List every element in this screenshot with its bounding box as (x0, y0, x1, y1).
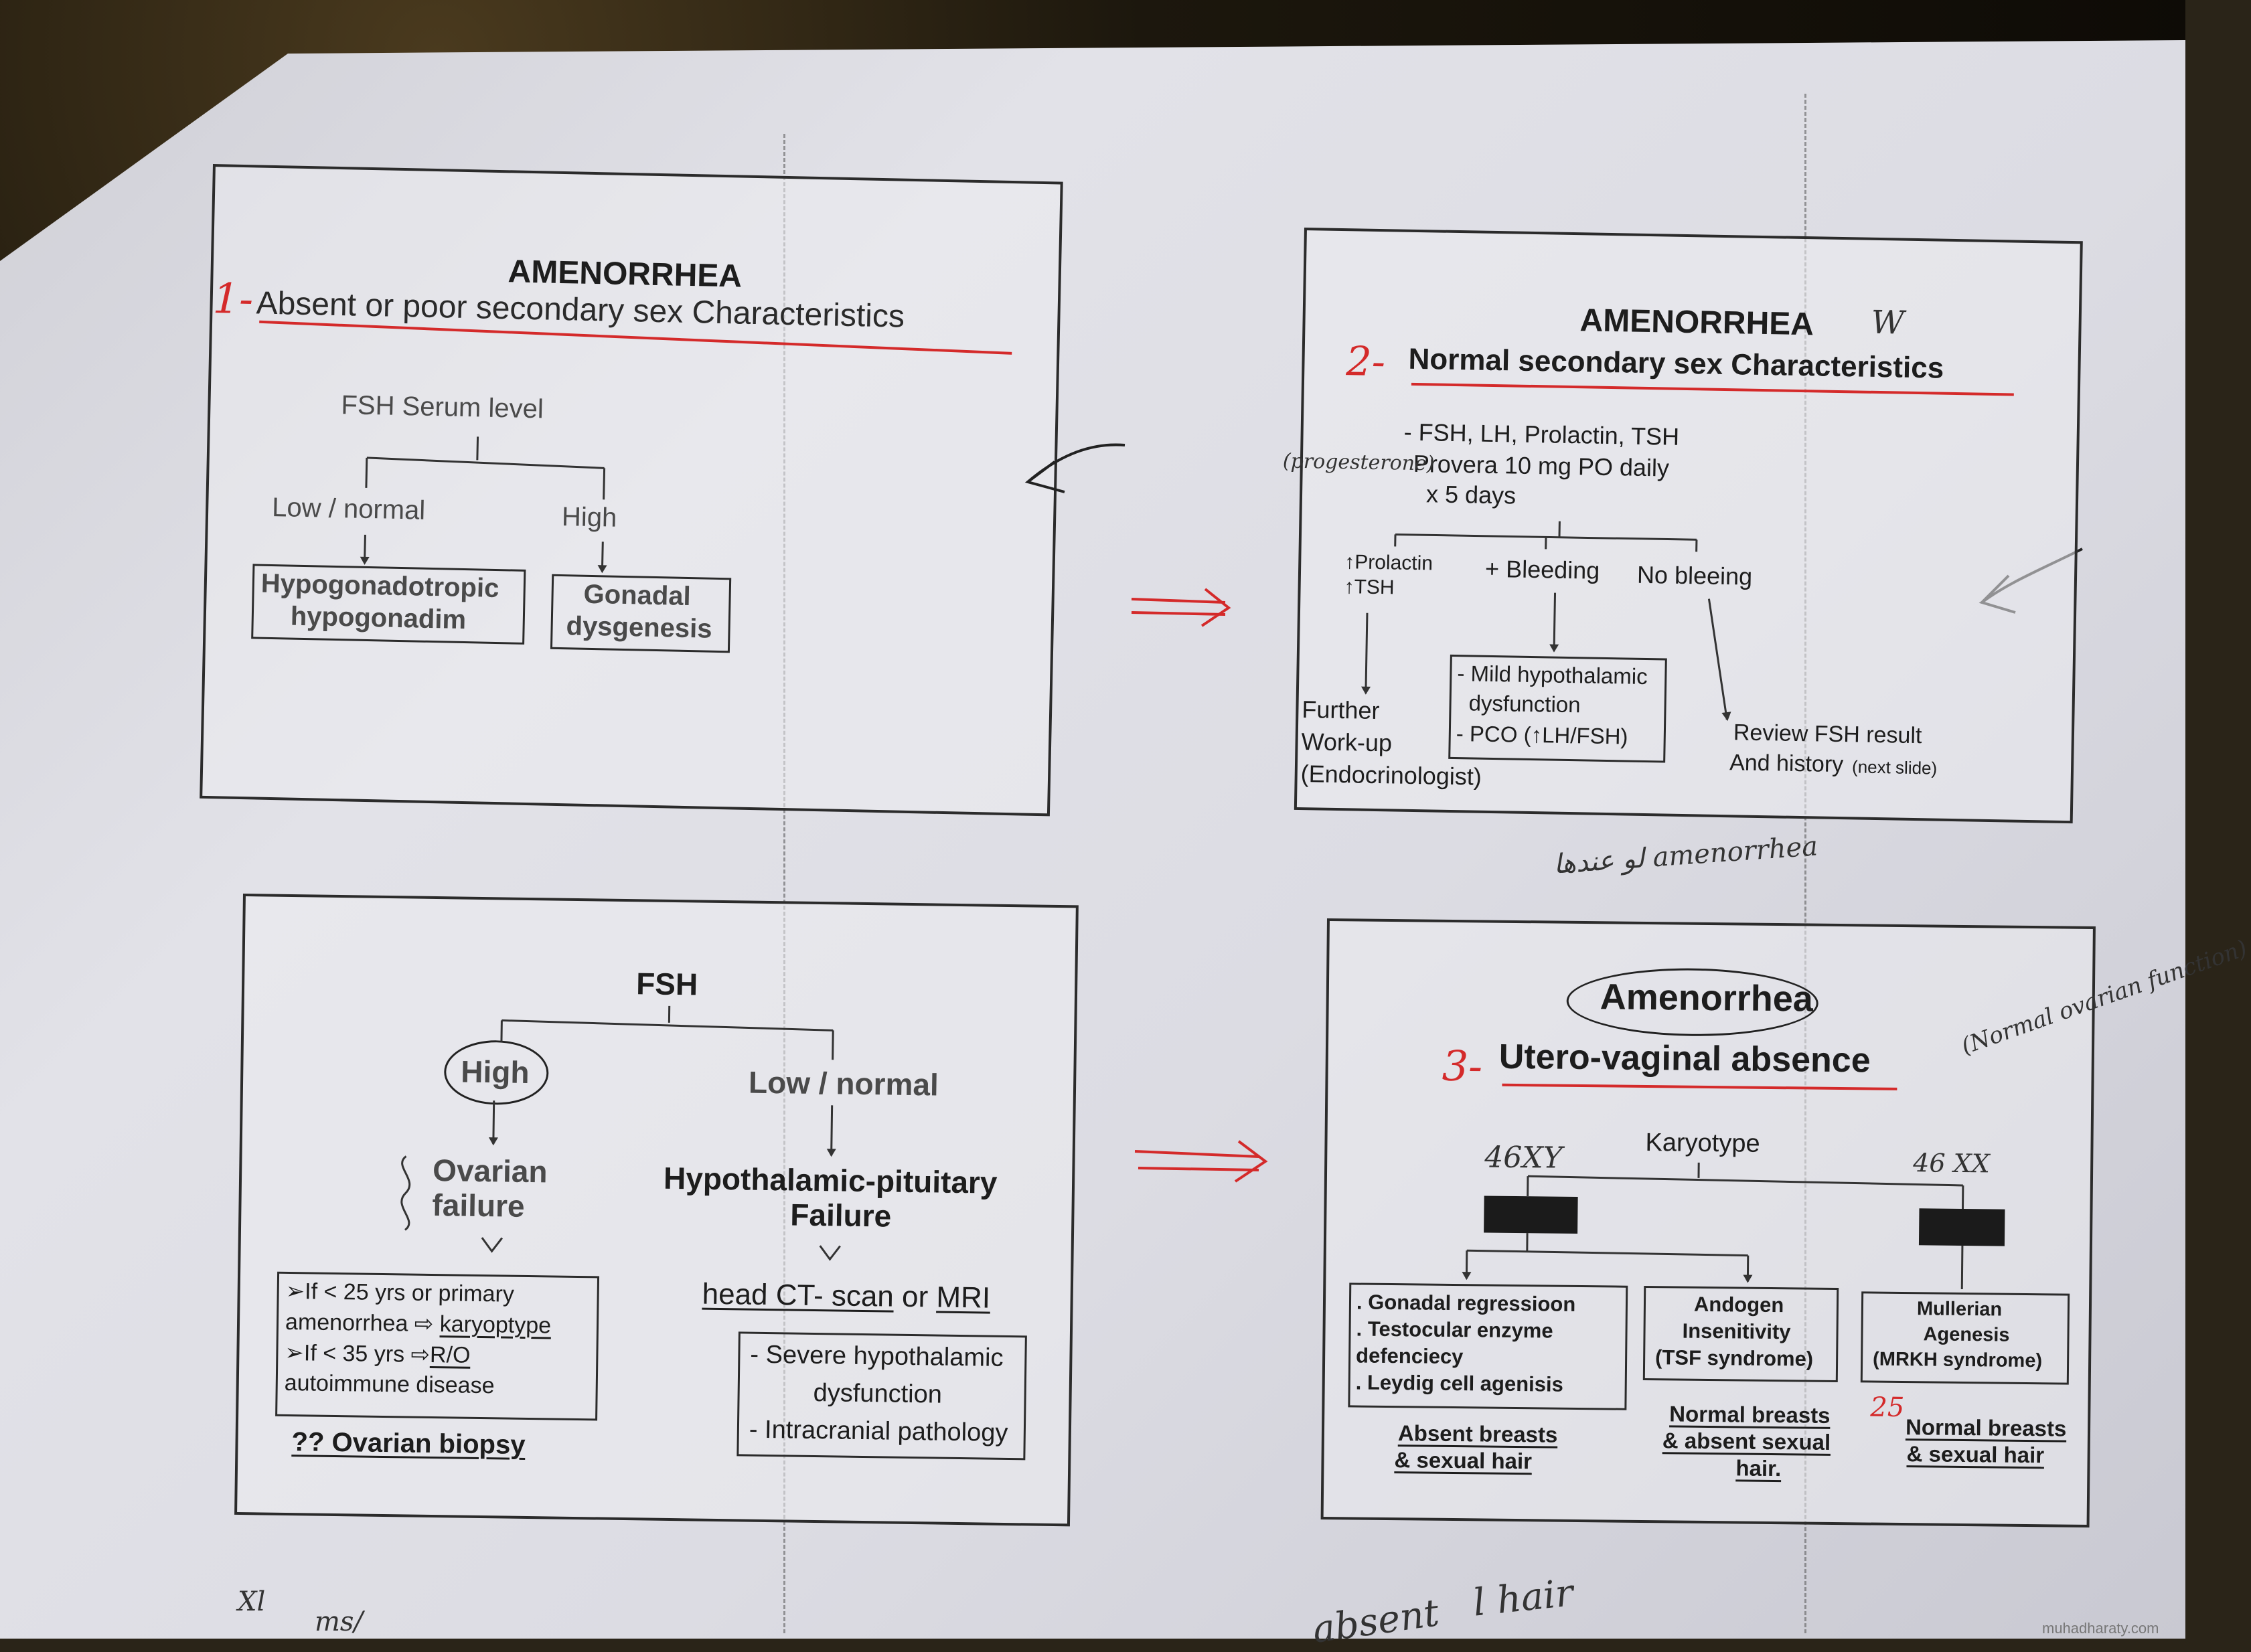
slide3-right-result-line1: Hypothalamic-pituitary (664, 1160, 998, 1201)
slide1-title: AMENORRHEA (508, 253, 742, 295)
slide3-karyotype-link: karyoptype (440, 1311, 552, 1338)
slide3-right-box-line1: - Severe hypothalamic (750, 1341, 1004, 1373)
slide1-right-branch: High (562, 502, 617, 533)
slide2-left-result-line2: Work-up (1301, 728, 1392, 757)
slide3-left-box-line1: ➢If < 25 yrs or primary (285, 1278, 514, 1308)
slide3-right-box-line2: dysfunction (813, 1379, 942, 1410)
slide3-imaging-mri: MRI (936, 1281, 990, 1315)
slide4-box2-line2: Insenitivity (1682, 1319, 1790, 1345)
slide4-title: Amenorrhea (1600, 976, 1813, 1019)
slide4-left-karyotype: 46XY (1484, 1140, 1563, 1175)
slide4-box1-line1: . Gonadal regressioon (1356, 1290, 1576, 1316)
slide2-mid-box-line1: - Mild hypothalamic (1457, 661, 1648, 689)
slide2-subtitle: Normal secondary sex Characteristics (1408, 343, 1944, 386)
slide3-ro-text: R/O (430, 1342, 471, 1368)
slide4-box1-line4: . Leydig cell agenisis (1356, 1370, 1563, 1396)
slide-fsh-workup (234, 894, 1079, 1526)
slide2-right-result-note: (next slide) (1852, 756, 1938, 778)
slide4-box3-line2: Agenesis (1923, 1323, 2009, 1346)
slide2-tests-line2: Provera 10 mg PO daily (1413, 450, 1669, 483)
slide1-number: 1- (212, 274, 254, 323)
slide3-right-result-line2: Failure (790, 1196, 892, 1234)
slide4-root: Karyotype (1645, 1129, 1760, 1159)
slide1-subtitle: Absent or poor secondary sex Characteristics (256, 284, 905, 335)
slide4-side-note: (Normal ovarian function) (1958, 935, 2250, 1060)
slide3-left-result-line1: Ovarian (433, 1152, 548, 1189)
slide1-connectors (202, 167, 1060, 813)
bottom-note-center2: l hair (1471, 1571, 1575, 1625)
slide4-box1-line2: . Testocular enzyme (1356, 1317, 1553, 1343)
slide4-footer1-line2: & sexual hair (1394, 1447, 1532, 1474)
slide3-imaging-ct: head CT- scan (702, 1278, 894, 1313)
slide2-branch-left-line1: ↑Prolactin (1344, 551, 1433, 575)
slide2-connectors (1297, 230, 2080, 821)
slide-utero-vaginal-absence (1321, 918, 2096, 1527)
slide2-margin-note: (progesterone) (1283, 449, 1435, 475)
slide1-left-result-line2: hypogonadim (290, 602, 466, 635)
slide4-box3-line1: Mullerian (1917, 1298, 2003, 1321)
slide2-mid-box-line2: dysfunction (1468, 690, 1581, 718)
slide2-branch-right: No bleeing (1637, 561, 1753, 591)
slide2-below-note: لو عندها amenorrhea (1553, 831, 1819, 880)
slide3-left-box-line2a: amenorrhea ⇨ (285, 1309, 440, 1337)
bottom-note-left: Xl (238, 1586, 265, 1617)
slide3-left-box-line4: autoimmune disease (285, 1370, 495, 1399)
slide2-right-result-line1: Review FSH result (1733, 720, 1922, 749)
slide3-left-box-line3a: ➢If < 35 yrs ⇨ (285, 1340, 430, 1368)
slide4-footer2-line3: hair. (1735, 1455, 1781, 1481)
slide-normal-secondary-sex (1294, 228, 2083, 823)
slide4-footer3-line2: & sexual hair (1906, 1441, 2044, 1468)
slide3-left-result-line2: failure (432, 1187, 525, 1224)
slide1-left-branch: Low / normal (272, 493, 426, 526)
slide4-box2-line1: Andogen (1694, 1293, 1784, 1317)
slide2-title-mark: W (1871, 304, 1904, 342)
slide4-box3-line3: (MRKH syndrome) (1873, 1349, 2042, 1373)
slide2-number: 2- (1346, 338, 1386, 386)
slide1-right-result-line1: Gonadal (583, 580, 691, 612)
watermark: muhadharaty.com (2042, 1620, 2159, 1637)
bottom-note-left2: ms/ (315, 1606, 363, 1637)
slide3-left-footer: ?? Ovarian biopsy (291, 1427, 526, 1461)
slide4-footer3-mark: 25 (1870, 1392, 1904, 1424)
slide4-number: 3- (1442, 1042, 1482, 1091)
slide1-root: FSH Serum level (341, 390, 544, 424)
slide1-right-result-line2: dysgenesis (566, 611, 712, 645)
slide2-tests-line1: - FSH, LH, Prolactin, TSH (1403, 418, 1679, 451)
slide4-footer1-line1: Absent breasts (1398, 1420, 1558, 1447)
slide2-left-result-line3: (Endocrinologist) (1300, 760, 1482, 791)
slide2-right-result-line2: And history (1729, 750, 1844, 778)
slide2-title: AMENORRHEA (1579, 302, 1814, 343)
slide3-left-branch: High (461, 1054, 530, 1090)
slide2-tests-line3: x 5 days (1426, 480, 1517, 509)
slide4-footer3-line1: Normal breasts (1906, 1414, 2067, 1442)
slide4-right-karyotype: 46 XX (1913, 1148, 1990, 1178)
slide2-branch-left-line2: ↑TSH (1344, 576, 1395, 599)
slide4-connectors (1324, 921, 2093, 1525)
slide1-left-result-line1: Hypogonadotropic (260, 569, 499, 604)
slide4-footer2-line1: Normal breasts (1669, 1401, 1831, 1428)
slide3-right-branch: Low / normal (749, 1064, 939, 1103)
slide4-subtitle: Utero-vaginal absence (1499, 1037, 1871, 1081)
slide3-root: FSH (636, 965, 698, 1002)
slide4-box2-line3: (TSF syndrome) (1655, 1345, 1813, 1371)
slide3-imaging-or: or (894, 1281, 937, 1314)
slide3-right-box-line3: - Intracranial pathology (749, 1416, 1008, 1448)
slide4-footer2-line2: & absent sexual (1662, 1428, 1831, 1455)
slide4-box1-line3: defenciecy (1356, 1343, 1464, 1369)
slide-absent-secondary-sex (200, 164, 1063, 816)
slide2-left-result-line1: Further (1302, 695, 1380, 725)
slide2-mid-box-line3: - PCO (↑LH/FSH) (1456, 721, 1628, 749)
slide2-branch-mid: + Bleeding (1485, 555, 1600, 585)
bottom-note-center: absent (1310, 1591, 1442, 1652)
slide3-connectors (237, 896, 1076, 1523)
